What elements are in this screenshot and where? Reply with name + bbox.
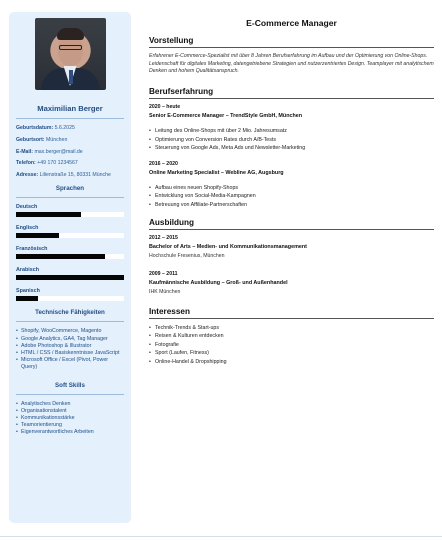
language-level-bar	[16, 233, 124, 238]
divider	[16, 197, 124, 198]
edu-school: IHK München	[149, 288, 181, 295]
job-entry	[149, 161, 434, 210]
list-item: • Aufbau eines neuen Shopify-Shops	[149, 184, 434, 193]
page-title: E-Commerce Manager	[246, 18, 337, 28]
list-item: • Google Analytics, GA4, Tag Manager	[16, 336, 124, 343]
edu-degree: Kaufmännische Ausbildung – Groß- und Außenhandel	[149, 279, 288, 286]
language-item: Deutsch	[16, 204, 124, 217]
divider	[16, 118, 124, 119]
job-period: 2016 – 2020	[149, 160, 178, 167]
list-item: • Shopify, WooCommerce, Magento	[16, 328, 124, 335]
edu-period: 2012 – 2015	[149, 234, 178, 241]
list-item: • Kommunikationsstärke	[16, 415, 124, 422]
list-item: • Sport (Laufen, Fitness)	[149, 349, 434, 358]
education-entry	[149, 235, 434, 259]
job-period: 2020 – heute	[149, 104, 181, 111]
experience-heading: Berufserfahrung	[149, 87, 434, 99]
edu-school: Hochschule Fresenius, München	[149, 252, 225, 259]
list-item: • Online-Handel & Dropshipping	[149, 358, 434, 367]
job-role: Senior E-Commerce Manager – TrendStyle GmbH, München	[149, 113, 303, 120]
job-duties	[149, 184, 434, 210]
list-item: • Organisationstalent	[16, 408, 124, 415]
interests-list	[149, 324, 434, 367]
tech-skills-list	[16, 328, 124, 371]
page-bottom-rule	[0, 536, 442, 537]
edu-period: 2009 – 2011	[149, 270, 178, 277]
list-item: • Fotografie	[149, 341, 434, 350]
soft-skills-list	[16, 401, 124, 437]
profile-photo	[35, 18, 106, 90]
intro-text: Erfahrener E-Commerce-Spezialist mit über 8 Jahren Berufserfahrung im Aufbau und der Optimierung von Online-Shops. Leidenschaft für digitales Marketing, datengetriebene Strategien und nutzerzentriertes Design. Teamplayer mit analytischem Denken und hohem Qualitätsanspruch.	[149, 53, 434, 75]
info-address: Adresse: Lilienstraße 15, 80331 Münche	[16, 172, 111, 179]
soft-skills-heading: Soft Skills	[55, 381, 85, 389]
education-heading: Ausbildung	[149, 218, 434, 230]
language-item: Französisch	[16, 246, 124, 259]
list-item: • Eigenverantwortliches Arbeiten	[16, 429, 124, 436]
languages-heading: Sprachen	[55, 185, 85, 193]
personal-info	[16, 125, 124, 179]
list-item: • Steuerung von Google Ads, Meta Ads und Newsletter-Marketing	[149, 144, 434, 153]
info-birthdate: Geburtsdatum: 5.6.2025	[16, 125, 75, 131]
job-role: Online Marketing Specialist – Webline AG, Augsburg	[149, 169, 284, 176]
person-name: Maximilian Berger	[37, 104, 103, 113]
intro-heading: Vorstellung	[149, 36, 434, 48]
list-item: • Reisen & Kulturen entdecken	[149, 332, 434, 341]
list-item: • HTML / CSS / Basiskenntnisse JavaScript	[16, 350, 124, 357]
divider	[16, 321, 124, 322]
job-entry	[149, 104, 434, 153]
divider	[16, 394, 124, 395]
list-item: • Microsoft Office / Excel (Pivot, Power Query)	[16, 357, 124, 371]
language-level-bar	[16, 275, 124, 280]
education-entry	[149, 271, 434, 295]
list-item: • Optimierung von Conversion Rates durch A/B-Tests	[149, 136, 434, 145]
interests-heading: Interessen	[149, 307, 434, 319]
list-item: • Entwicklung von Social-Media-Kampagnen	[149, 192, 434, 201]
info-birthplace: Geburtsort: München	[16, 136, 68, 143]
main-content	[149, 18, 434, 375]
list-item: • Teamorientierung	[16, 422, 124, 429]
language-item: Spanisch	[16, 288, 124, 301]
list-item: • Technik-Trends & Start-ups	[149, 324, 434, 333]
language-level-bar	[16, 296, 124, 301]
language-level-bar	[16, 212, 124, 217]
tech-skills-heading: Technische Fähigkeiten	[35, 309, 105, 317]
info-email: E-Mail: max.berger@mail.de	[16, 148, 83, 155]
language-level-bar	[16, 254, 124, 259]
info-phone: Telefon: +49 170 1234567	[16, 160, 78, 167]
list-item: • Betreuung von Affiliate-Partnerschaften	[149, 201, 434, 210]
edu-degree: Bachelor of Arts – Medien- und Kommunikationsmanagement	[149, 243, 307, 250]
job-duties	[149, 127, 434, 153]
list-item: • Leitung des Online-Shops mit über 2 Mio. Jahresumsatz	[149, 127, 434, 136]
sidebar	[9, 12, 131, 523]
language-item: Arabisch	[16, 267, 124, 280]
list-item: • Analytisches Denken	[16, 401, 124, 408]
list-item: • Adobe Photoshop & Illustrator	[16, 343, 124, 350]
language-item: Englisch	[16, 225, 124, 238]
